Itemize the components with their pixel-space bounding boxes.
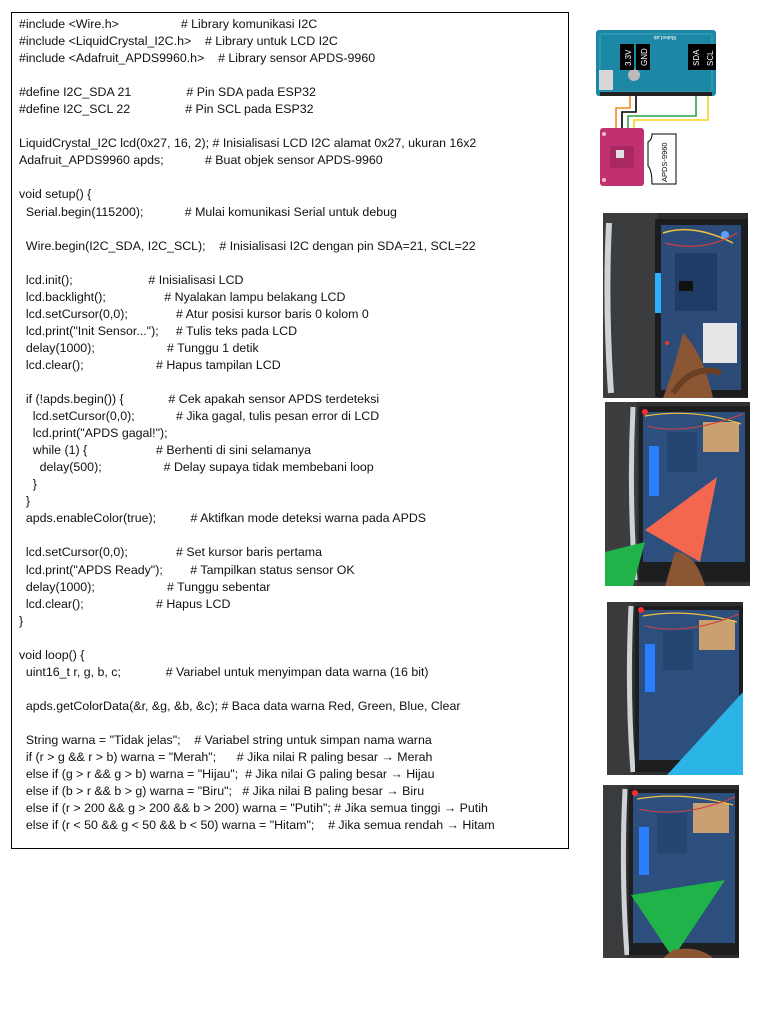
code-line: if (!apds.begin()) { # Cek apakah sensor APDS terdeteksi: [19, 392, 380, 407]
code-line: LiquidCrystal_I2C lcd(0x27, 16, 2); # Inisialisasi LCD I2C alamat 0x27, ukuran 16x2: [19, 136, 477, 151]
pin-label-sda: SDA: [692, 49, 701, 66]
code-line: }: [19, 477, 37, 492]
code-line: Adafruit_APDS9960 apds; # Buat objek sensor APDS-9960: [19, 153, 383, 168]
code-line: Serial.begin(115200); # Mulai komunikasi Serial untuk debug: [19, 204, 397, 219]
code-line: #include <LiquidCrystal_I2C.h> # Library untuk LCD I2C: [19, 34, 338, 49]
code-line: apds.enableColor(true); # Aktifkan mode deteksi warna pada APDS: [19, 511, 427, 526]
code-line: else if (g > r && g > b) warna = "Hijau"; # Jika nilai G paling besar → Hijau: [19, 767, 435, 782]
code-line: while (1) { # Berhenti di sini selamanya: [19, 443, 311, 458]
wiring-diagram-image: [596, 30, 718, 198]
code-line: #include <Wire.h> # Library komunikasi I2C: [19, 17, 318, 31]
code-line: lcd.clear(); # Hapus LCD: [19, 596, 231, 611]
code-line: lcd.print("Init Sensor..."); # Tulis teks pada LCD: [19, 323, 298, 338]
code-line: #define I2C_SCL 22 # Pin SCL pada ESP32: [19, 102, 314, 117]
code-line: if (r > g && r > b) warna = "Merah"; # Jika nilai R paling besar → Merah: [19, 750, 433, 765]
code-line: void loop() {: [19, 647, 85, 662]
code-line: lcd.init(); # Inisialisasi LCD: [19, 272, 244, 287]
code-line: apds.getColorData(&r, &g, &b, &c); # Baca data warna Red, Green, Blue, Clear: [19, 698, 461, 713]
code-line: else if (r > 200 && g > 200 && b > 200) warna = "Putih"; # Jika semua tinggi → Putih: [19, 801, 488, 816]
pin-label-3v3: 3.3V: [624, 49, 633, 66]
code-line: delay(1000); # Tunggu 1 detik: [19, 340, 259, 355]
code-line: #include <Adafruit_APDS9960.h> # Library sensor APDS-9960: [19, 51, 376, 66]
code-line: String warna = "Tidak jelas"; # Variabel string untuk simpan nama warna: [19, 732, 432, 747]
code-line: else if (b > r && b > g) warna = "Biru"; # Jika nilai B paling besar → Biru: [19, 784, 425, 799]
code-line: void setup() {: [19, 187, 92, 202]
code-line: lcd.setCursor(0,0); # Set kursor baris pertama: [19, 545, 322, 560]
device-photo-hand: [603, 213, 748, 398]
code-line: lcd.setCursor(0,0); # Jika gagal, tulis pesan error di LCD: [19, 409, 380, 424]
pin-label-gnd: GND: [640, 48, 649, 66]
code-line: lcd.backlight(); # Nyalakan lampu belakang LCD: [19, 289, 346, 304]
code-line: lcd.print("APDS gagal!");: [19, 426, 168, 441]
code-line: }: [19, 494, 31, 509]
code-line: lcd.print("APDS Ready"); # Tampilkan status sensor OK: [19, 562, 355, 577]
code-line: uint16_t r, g, b, c; # Variabel untuk menyimpan data warna (16 bit): [19, 664, 429, 679]
code-listing: [19, 16, 495, 834]
code-listing-box: [11, 12, 569, 849]
code-line: delay(500); # Delay supaya tidak membebani loop: [19, 460, 374, 475]
code-line: delay(1000); # Tunggu sebentar: [19, 579, 271, 594]
device-photo-red-card: [605, 402, 750, 586]
device-photo-green-card: [603, 785, 739, 958]
code-line: }: [19, 613, 24, 628]
code-line: Wire.begin(I2C_SDA, I2C_SCL); # Inisialisasi I2C dengan pin SDA=21, SCL=22: [19, 238, 476, 253]
code-line: else if (r < 50 && g < 50 && b < 50) warna = "Hitam"; # Jika semua rendah → Hitam: [19, 818, 495, 833]
code-line: lcd.setCursor(0,0); # Atur posisi kursor baris 0 kolom 0: [19, 306, 369, 321]
code-line: lcd.clear(); # Hapus tampilan LCD: [19, 357, 281, 372]
sensor-label: APDS-9960: [660, 142, 669, 182]
device-photo-blue-card: [607, 602, 743, 775]
code-line: #define I2C_SDA 21 # Pin SDA pada ESP32: [19, 85, 316, 100]
pin-label-scl: SCL: [706, 50, 715, 66]
board-brand-label: MakerLab: [653, 34, 676, 40]
